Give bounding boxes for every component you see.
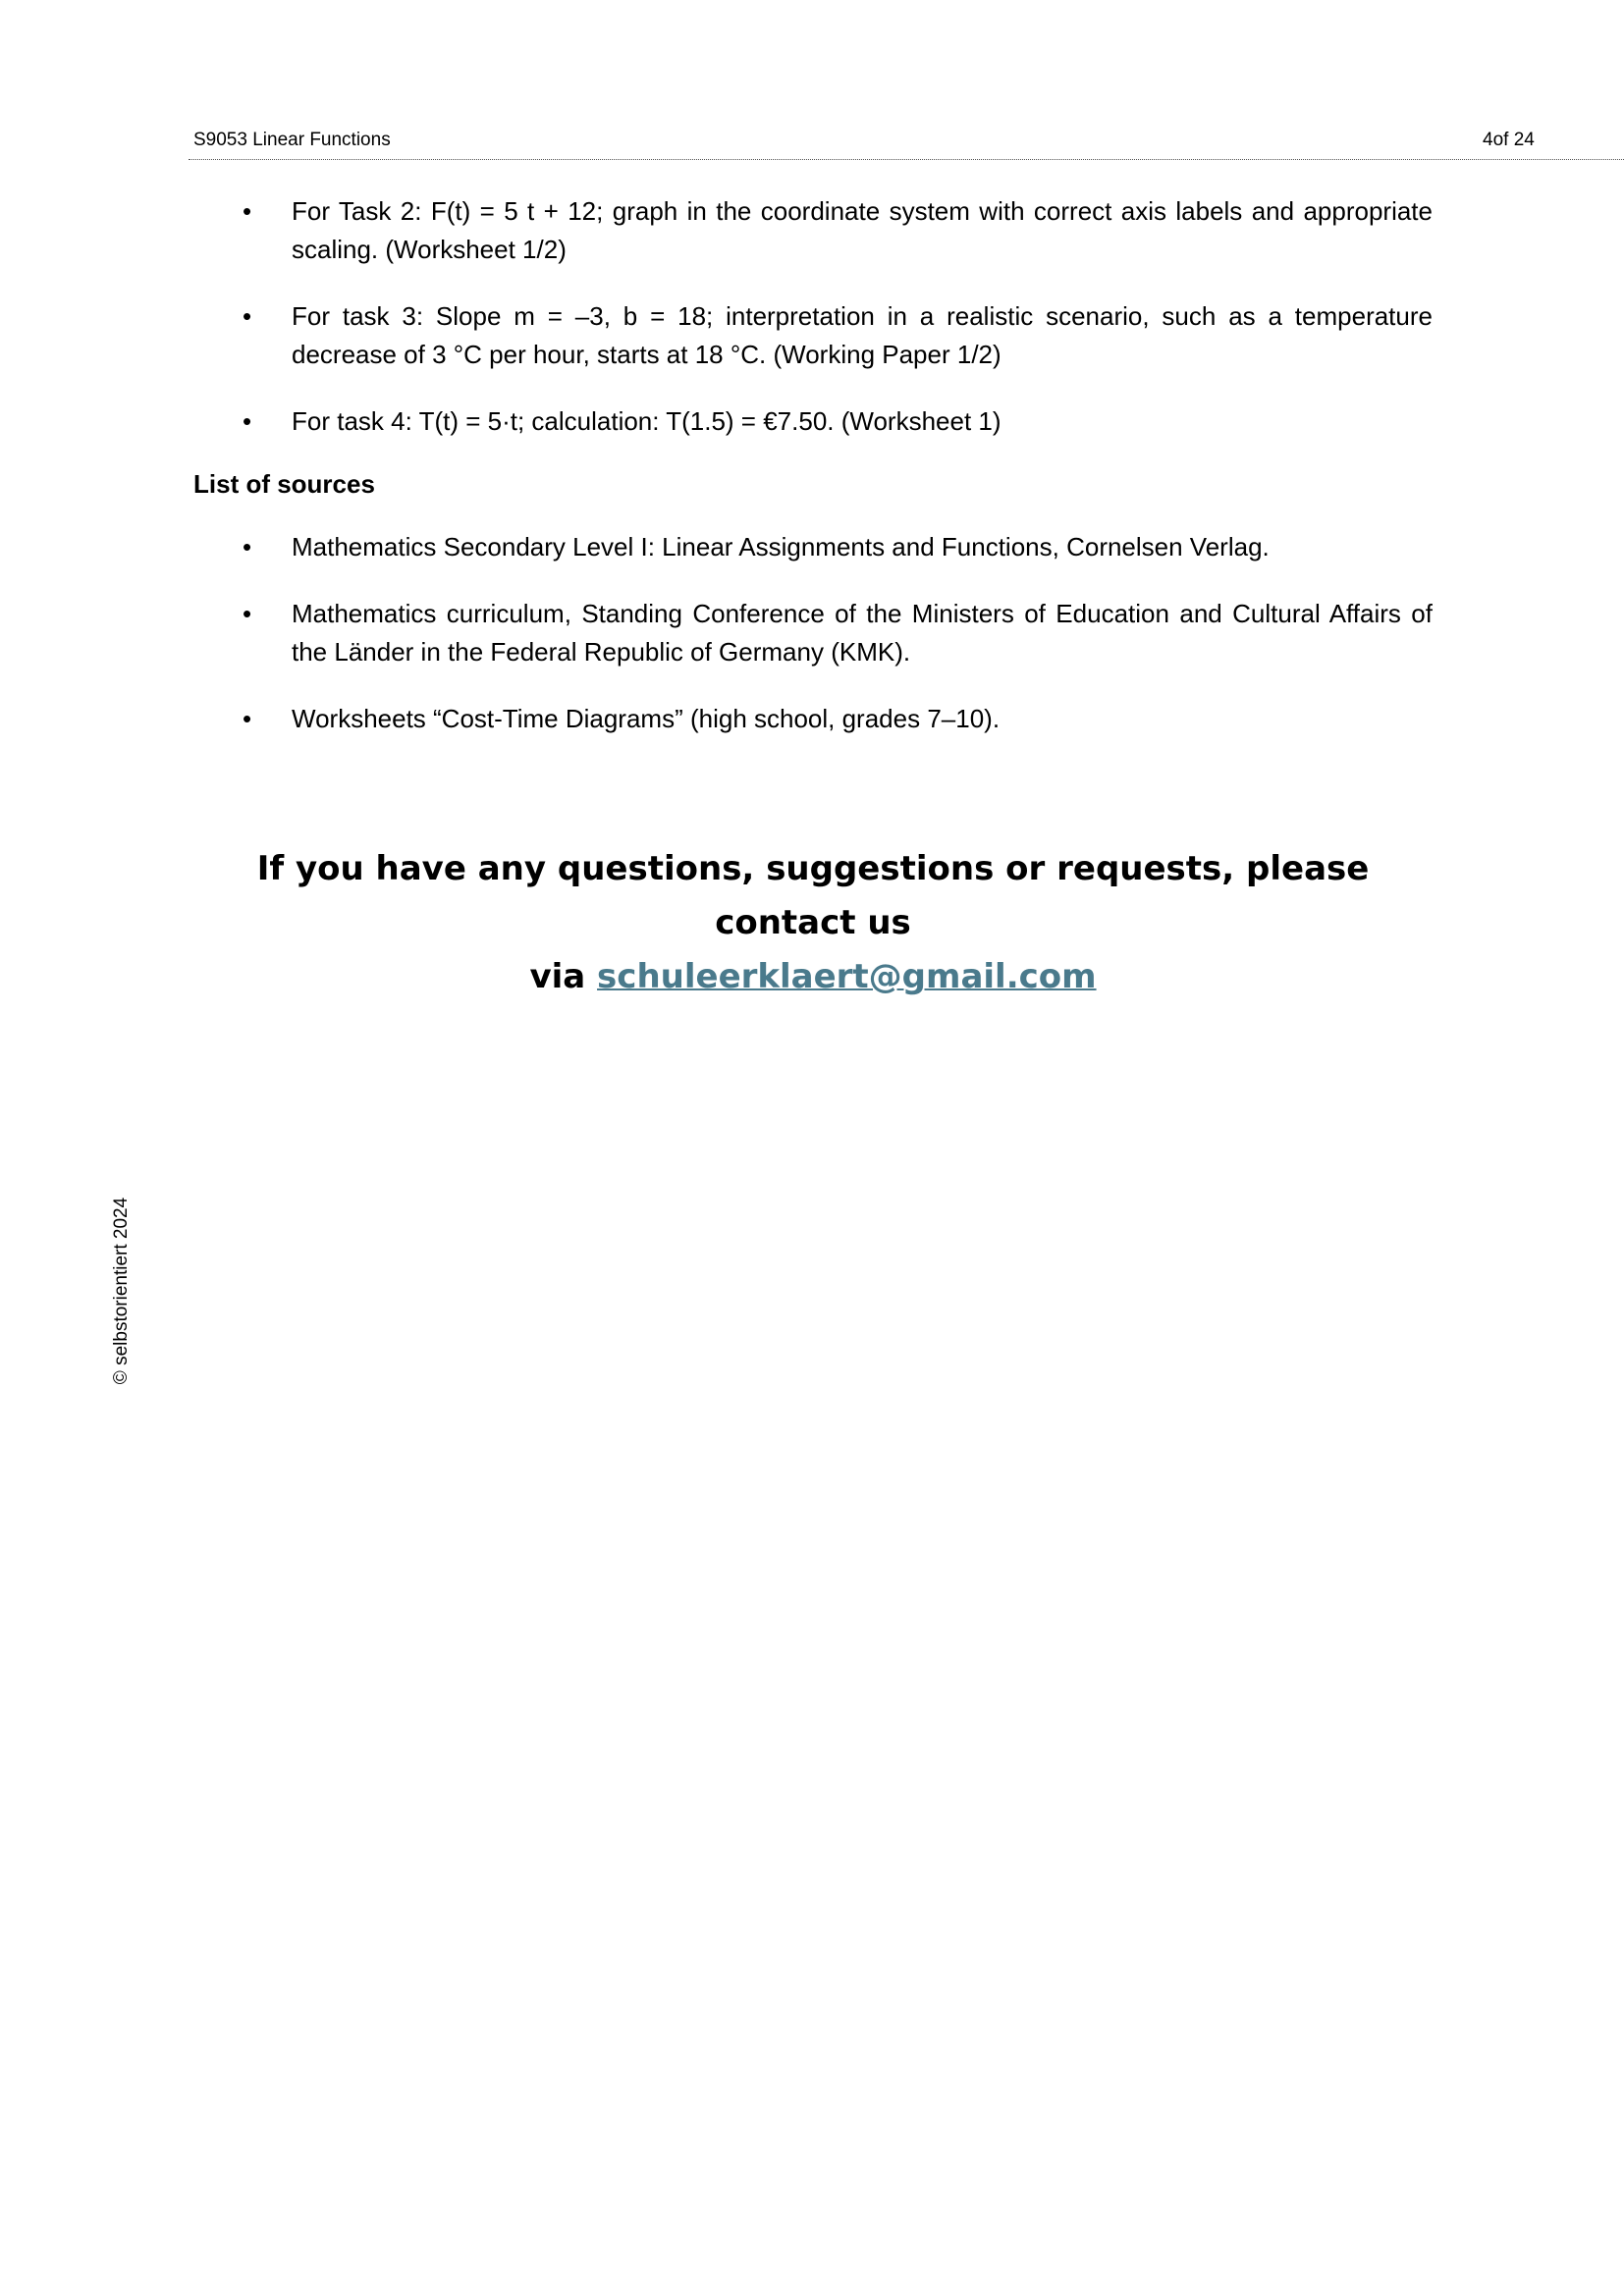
list-item-text: Worksheets “Cost-Time Diagrams” (high school, grades 7–10).: [292, 704, 1001, 733]
main-content: [193, 192, 1433, 738]
contact-line-2: [193, 950, 1433, 1004]
sources-heading: List of sources: [193, 469, 375, 499]
bullet-icon: •: [243, 301, 252, 331]
document-title: S9053 Linear Functions: [193, 130, 391, 150]
list-item: [193, 528, 1433, 566]
list-item-text: For Task 2: F(t) = 5 t + 12; graph in the coordinate system with correct axis labels and appropriate scaling. (Worksheet 1/2): [292, 196, 1433, 264]
list-item: [193, 192, 1433, 269]
list-item: [193, 595, 1433, 671]
bullet-icon: •: [243, 599, 252, 628]
answers-list: [193, 192, 1433, 441]
contact-via: via: [529, 957, 586, 996]
list-item: [193, 700, 1433, 738]
contact-block: [193, 842, 1433, 1004]
contact-text: If you have any questions, suggestions or requests, please contact us: [256, 849, 1370, 942]
page-header: [189, 126, 1624, 160]
sources-list: [193, 528, 1433, 738]
copyright-notice: © selbstorientiert 2024: [111, 1197, 132, 1385]
bullet-icon: •: [243, 704, 252, 733]
email-link[interactable]: schuleerklaert@gmail.com: [597, 957, 1097, 996]
list-item-text: Mathematics Secondary Level I: Linear Assignments and Functions, Cornelsen Verlag.: [292, 532, 1270, 561]
bullet-icon: •: [243, 532, 252, 561]
list-item: [193, 402, 1433, 441]
list-item-text: For task 3: Slope m = –3, b = 18; interpretation in a realistic scenario, such as a temperature decrease of 3 °C per hour, starts at 18 °C. (Working Paper 1/2): [292, 301, 1433, 369]
bullet-icon: •: [243, 406, 252, 436]
page-number: 4of 24: [1483, 130, 1535, 150]
list-item: [193, 297, 1433, 374]
list-item-text: For task 4: T(t) = 5·t; calculation: T(1.5) = €7.50. (Worksheet 1): [292, 406, 1001, 436]
list-item-text: Mathematics curriculum, Standing Conference of the Ministers of Education and Cultural Affairs of the Länder in the Federal Republic of Germany (KMK).: [292, 599, 1433, 667]
bullet-icon: •: [243, 196, 252, 226]
